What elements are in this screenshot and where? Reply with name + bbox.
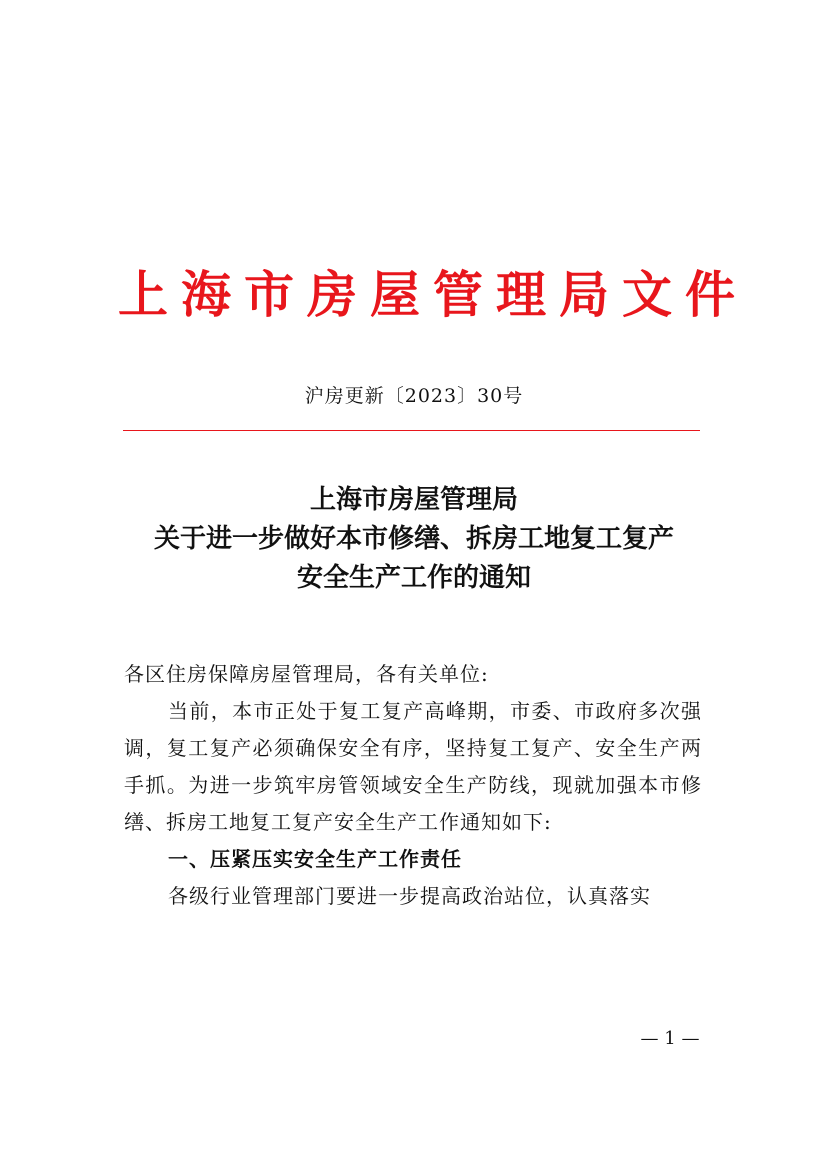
paragraph-section-1: 各级行业管理部门要进一步提高政治站位，认真落实 [168, 884, 651, 908]
notice-title-line-2: 关于进一步做好本市修缮、拆房工地复工复产 [153, 524, 674, 554]
issuer-title: 上海市房屋管理局文件 [118, 265, 748, 324]
document-number: 沪房更新〔2023〕30号 [304, 385, 524, 407]
notice-title [100, 481, 728, 598]
red-separator-line [123, 430, 700, 431]
body-text [124, 656, 702, 915]
notice-title-line-1: 上海市房屋管理局 [309, 485, 518, 515]
section-heading-1: 一、压紧压实安全生产工作责任 [168, 847, 462, 871]
paragraph-intro: 当前，本市正处于复工复产高峰期，市委、市政府多次强调，复工复产必须确保安全有序，坚持复工复产、安全生产两手抓。为进一步筑牢房管领域安全生产防线，现就加强本市修缮、拆房工地复工复产安全生产工作通知如下: [124, 699, 702, 834]
page-number: — 1 — [640, 1028, 700, 1049]
salutation: 各区住房保障房屋管理局，各有关单位: [124, 662, 489, 686]
notice-title-line-3: 安全生产工作的通知 [296, 563, 531, 593]
